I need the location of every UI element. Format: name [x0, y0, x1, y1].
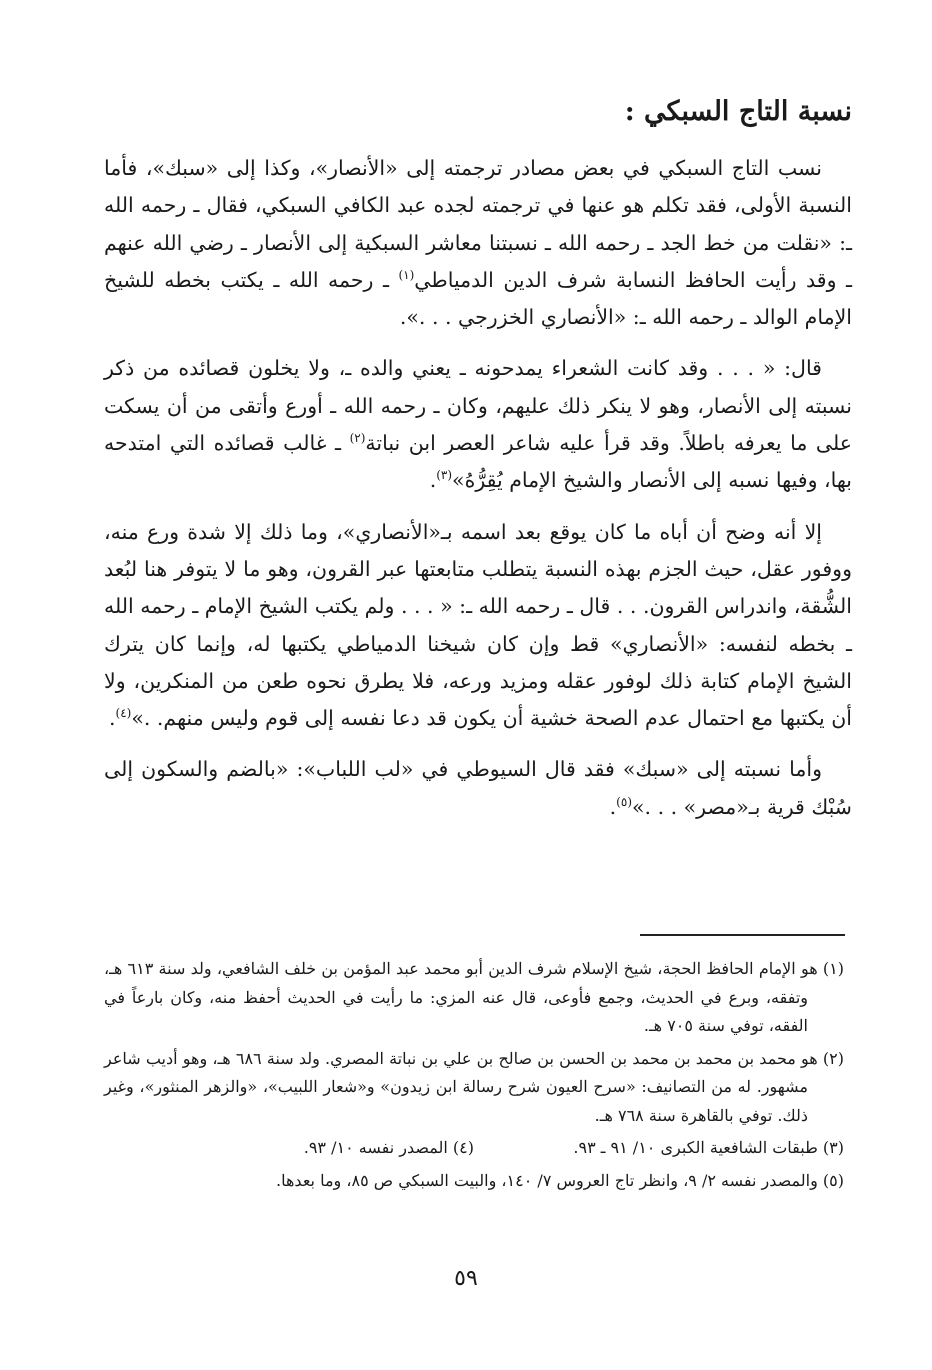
footnote-separator: [640, 934, 845, 936]
main-text: [104, 150, 852, 840]
paragraph-3: [104, 514, 852, 738]
paragraph-1-tail: ـ رحمه الله ـ يكتب بخطه للشيخ الإمام الوالد ـ رحمه الله ـ: «الأنصاري الخزرجي . . .».: [104, 267, 852, 330]
footnote-ref-1: (١): [398, 268, 415, 283]
footnotes: [104, 955, 844, 1199]
footnote-4: (٤) المصدر نفسه ١٠/ ٩٣.: [303, 1138, 474, 1157]
paragraph-4: [104, 751, 852, 826]
paragraph-1-text: نسب التاج السبكي في بعض مصادر ترجمته إلى «الأنصار»، وكذا إلى «سبك»، فأما النسبة الأولى، فقد تكلم هو عنها في ترجمته لجده عبد الكافي السبكي، فقال ـ رحمه الله ـ: «نقلت من خط الجد ـ رحمه الله ـ نسبتنا معاشر السبكية إلى الأنصار ـ رضي الله عنهم ـ وقد رأيت الحافظ النسابة شرف الدين الدمياطي: [104, 156, 852, 292]
section-heading: نسبة التاج السبكي :: [624, 96, 852, 127]
paragraph-1: [104, 150, 852, 336]
paragraph-3-tail: .: [108, 706, 116, 731]
paragraph-4-text: وأما نسبته إلى «سبك» فقد قال السيوطي في «لب اللباب»: «بالضم والسكون إلى سُبْك قرية بـ«مصر» . . .»: [104, 757, 852, 819]
footnote-1: (١) هو الإمام الحافظ الحجة، شيخ الإسلام شرف الدين أبو محمد عبد المؤمن بن خلف الشافعي، ولد سنة ٦١٣ هـ، وتفقه، وبرع في الحديث، وجمع فأوعى، قال عنه المزي: ما رأيت في الحديث أحفظ منه، وكان بارعاً في الفقه، توفي سنة ٧٠٥ هـ.: [104, 959, 845, 1035]
paragraph-2: [104, 350, 852, 499]
paragraph-2-tail: ـ غالب قصائده التي امتدحه بها، وفيها نسبه إلى الأنصار والشيخ الإمام يُقِرُّهُ»: [104, 431, 852, 493]
footnote-2: (٢) هو محمد بن محمد بن محمد بن الحسن بن صالح بن علي بن نباتة المصري. ولد سنة ٦٨٦ هـ، وهو أديب شاعر مشهور. له من التصانيف: «سرح العيون شرح رسالة ابن زيدون» و«شعار اللبيب»، «والزهر المنثور»، وغير ذلك. توفي بالقاهرة سنة ٧٦٨ هـ.: [104, 1048, 845, 1125]
footnote-3: (٣) طبقات الشافعية الكبرى ١٠/ ٩١ ـ ٩٣.: [573, 1138, 844, 1157]
footnote-ref-4: (٤): [115, 706, 132, 721]
footnote-ref-5: (٥): [616, 794, 632, 809]
paragraph-3-text: إلا أنه وضح أن أباه ما كان يوقع بعد اسمه بـ«الأنصاري»، وما ذلك إلا شدة ورع منه، ووفور عقل، حيث الجزم بهذه النسبة يتطلب متابعتها عبر القرون، وهو ما لا يتوفر هنا لبُعد الشُّقة، واندراس القرون. . . قال ـ رحمه الله ـ: « . . . ولم يكتب الشيخ الإمام ـ رحمه الله ـ بخطه لنفسه: «الأنصاري» قط وإن كان شيخنا الدمياطي يكتبها له، وإنما كان يترك الشيخ الإمام كتابة ذلك لوفور عقله ومزيد ورعه، فلا يطرق نحوه طعن من المنكرين، ولا أن يكتبها مع احتمال عدم الصحة خشية أن يكون قد دعا نفسه إلى قوم وليس منهم. .»: [104, 519, 852, 731]
footnote-5: (٥) والمصدر نفسه ٢/ ٩، وانظر تاج العروس ٧/ ١٤٠، والبيت السبكي ص ٨٥، وما بعدها.: [276, 1170, 844, 1190]
footnote-row-3-4: [104, 1134, 844, 1163]
footnote-ref-2: (٢): [349, 431, 366, 446]
paragraph-2-text: قال: « . . . وقد كانت الشعراء يمدحونه ـ يعني والده ـ، ولا يخلون قصائده من ذكر نسبته إلى الأنصار، وهو لا ينكر ذلك عليهم، وكان ـ رحمه الله ـ أورع وأتقى من أن يسكت على ما يعرفه باطلاً. وقد قرأ عليه شاعر العصر ابن نباتة: [104, 356, 852, 456]
paragraph-2-tail2: .: [429, 468, 437, 493]
footnote-ref-3: (٣): [436, 468, 453, 483]
page-number: ٥٩: [454, 1266, 478, 1291]
paragraph-4-tail: .: [609, 794, 617, 819]
